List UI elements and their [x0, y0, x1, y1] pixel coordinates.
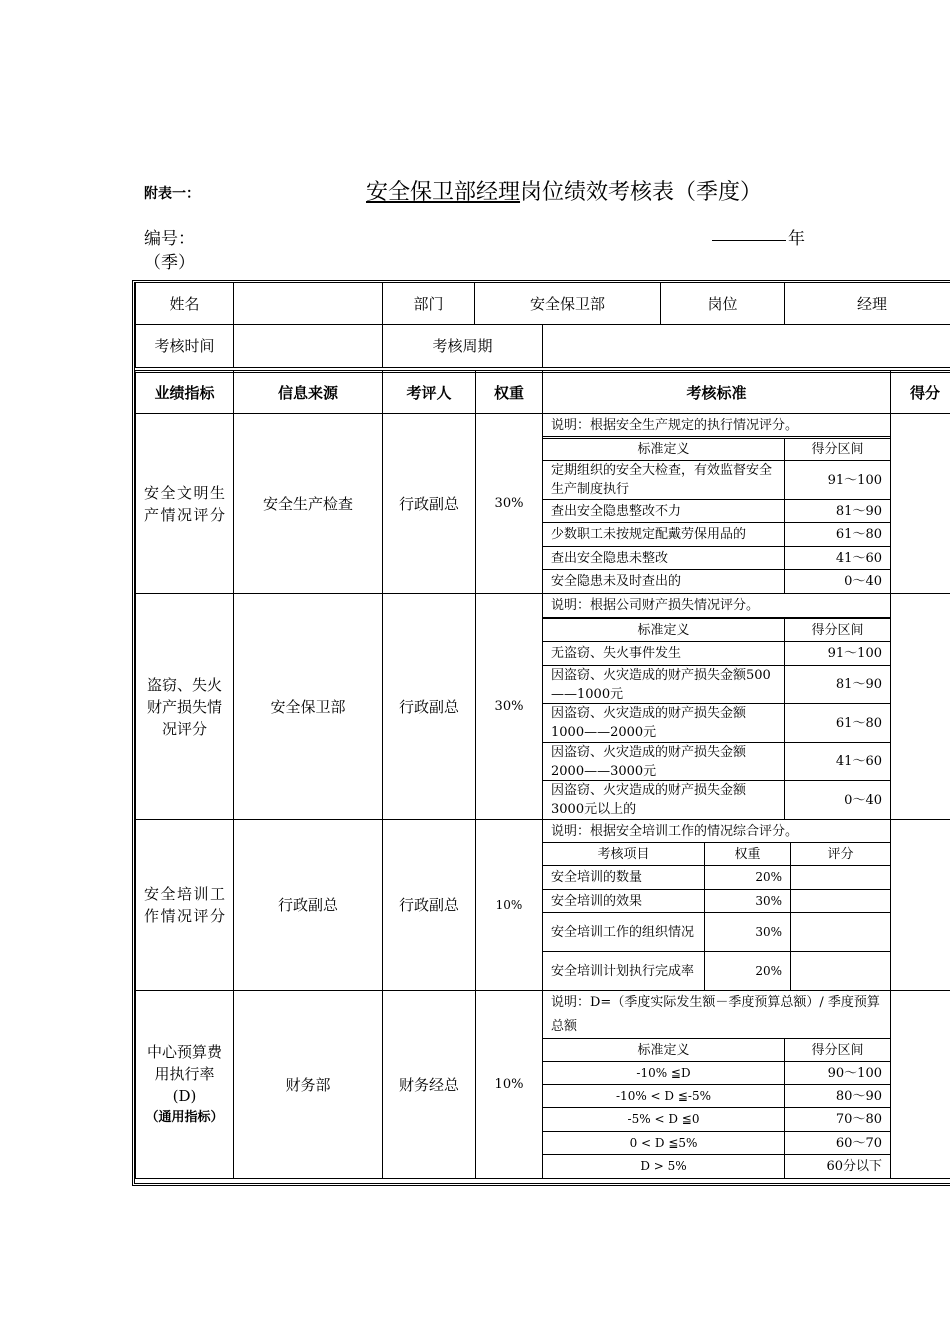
row1-item-range: 41～60	[784, 546, 891, 570]
row4-sub-header-range: 得分区间	[784, 1038, 891, 1062]
row3-item-score[interactable]	[790, 889, 891, 913]
row2-weight: 30%	[475, 593, 543, 820]
row4-item-range: 60～70	[784, 1131, 891, 1155]
row3-sub-header-weight: 权重	[704, 842, 791, 866]
row4-source: 财务部	[233, 990, 383, 1179]
row2-source: 安全保卫部	[233, 593, 383, 820]
page-title	[366, 175, 762, 206]
row2-score[interactable]	[890, 593, 950, 820]
row4-item-range: 70～80	[784, 1107, 891, 1132]
period-value[interactable]	[542, 324, 950, 368]
row3-indicator: 安全培训工作情况评分	[135, 819, 234, 991]
row2-indicator: 盗窃、失火财产损失情况评分	[135, 593, 234, 820]
attachment-label: 附表一：	[144, 186, 200, 202]
row4-weight: 10%	[475, 990, 543, 1179]
row3-evaluator: 行政副总	[382, 819, 476, 991]
row2-sub-header-def: 标准定义	[542, 618, 785, 642]
row2-item-range: 41～60	[784, 742, 891, 781]
row3-score[interactable]	[890, 819, 950, 991]
row1-evaluator: 行政副总	[382, 413, 476, 594]
row1-item-def: 查出安全隐患未整改	[542, 546, 785, 570]
row3-item-weight: 20%	[704, 865, 791, 890]
col-standard: 考核标准	[542, 370, 891, 414]
row4-item-range: 90～100	[784, 1061, 891, 1085]
year-blank-line	[712, 240, 786, 241]
row4-item-def: 0 < D ≦5%	[542, 1131, 785, 1155]
row2-item-range: 61～80	[784, 703, 891, 743]
row2-item-range: 81～90	[784, 665, 891, 704]
row1-sub-header-def: 标准定义	[542, 438, 785, 461]
row3-item-name: 安全培训工作的组织情况	[542, 912, 705, 952]
row1-item-range: 81～90	[784, 499, 891, 523]
row4-sub-header-def: 标准定义	[542, 1038, 785, 1062]
row3-item-weight: 30%	[704, 912, 791, 952]
row3-item-score[interactable]	[790, 912, 891, 952]
row2-item-range: 0～40	[784, 780, 891, 820]
col-evaluator: 考评人	[382, 370, 476, 414]
row2-item-def: 因盗窃、火灾造成的财产损失金额500——1000元	[542, 665, 785, 704]
row3-item-weight: 20%	[704, 951, 791, 991]
row1-item-range: 61～80	[784, 522, 891, 547]
post-label: 岗位	[660, 282, 785, 325]
row1-source: 安全生产检查	[233, 413, 383, 594]
row1-item-range: 0～40	[784, 569, 891, 594]
time-value[interactable]	[233, 324, 383, 368]
row3-item-score[interactable]	[790, 865, 891, 890]
title-rest: 岗位绩效考核表（季度）	[520, 180, 763, 205]
row1-sub-header-range: 得分区间	[784, 438, 891, 461]
dept-label: 部门	[382, 282, 475, 325]
row3-item-name: 安全培训的效果	[542, 889, 705, 913]
row1-item-def: 安全隐患未及时查出的	[542, 569, 785, 594]
row4-score[interactable]	[890, 990, 950, 1179]
col-weight: 权重	[475, 370, 543, 414]
row1-item-def: 少数职工未按规定配戴劳保用品的	[542, 522, 785, 547]
row3-item-weight: 30%	[704, 889, 791, 913]
row1-item-def: 查出安全隐患整改不力	[542, 499, 785, 523]
row3-item-name: 安全培训的数量	[542, 865, 705, 890]
row1-score[interactable]	[890, 413, 950, 594]
row4-item-def: -10% < D ≦-5%	[542, 1084, 785, 1108]
name-value[interactable]	[233, 282, 383, 325]
row1-indicator: 安全文明生产情况评分	[135, 413, 234, 594]
post-value: 经理	[784, 282, 950, 325]
period-label: 考核周期	[382, 324, 543, 368]
row4-item-range: 60分以下	[784, 1154, 891, 1179]
title-position: 安全保卫部经理	[366, 180, 521, 205]
col-source: 信息来源	[233, 370, 383, 414]
row4-evaluator: 财务经总	[382, 990, 476, 1179]
row1-item-range: 91～100	[784, 460, 891, 500]
row2-sub-header-range: 得分区间	[784, 618, 891, 642]
row2-evaluator: 行政副总	[382, 593, 476, 820]
row4-indicator-note: （通用指标）	[145, 1109, 224, 1125]
row2-note: 说明：根据公司财产损失情况评分。	[542, 593, 891, 618]
row4-item-def: D > 5%	[542, 1154, 785, 1179]
dept-value: 安全保卫部	[474, 282, 661, 325]
row1-note: 说明：根据安全生产规定的执行情况评分。	[542, 413, 891, 437]
col-indicator: 业绩指标	[135, 370, 234, 414]
row3-item-name: 安全培训计划执行完成率	[542, 951, 705, 991]
col-score: 得分	[890, 370, 950, 414]
season-label: （季）	[144, 253, 195, 273]
row3-weight: 10%	[475, 819, 543, 991]
row4-indicator	[135, 990, 234, 1179]
row2-item-range: 91～100	[784, 641, 891, 666]
row4-item-def: -5% < D ≦0	[542, 1107, 785, 1132]
row2-item-def: 无盗窃、失火事件发生	[542, 641, 785, 666]
row3-note: 说明：根据安全培训工作的情况综合评分。	[542, 819, 891, 843]
year-label: 年	[788, 229, 805, 249]
row1-weight: 30%	[475, 413, 543, 594]
row4-item-range: 80～90	[784, 1084, 891, 1108]
row2-item-def: 因盗窃、火灾造成的财产损失金额3000元以上的	[542, 780, 785, 820]
row4-indicator-text: 中心预算费用执行率(D)	[146, 1042, 222, 1105]
row3-source: 行政副总	[233, 819, 383, 991]
row3-item-score[interactable]	[790, 951, 891, 991]
row4-note: 说明：D=（季度实际发生额－季度预算总额）/ 季度预算总额	[542, 990, 891, 1039]
row3-sub-header-score: 评分	[790, 842, 891, 866]
serial-label: 编号：	[144, 229, 195, 249]
row1-item-def: 定期组织的安全大检查，有效监督安全生产制度执行	[542, 460, 785, 500]
row4-item-def: -10% ≦D	[542, 1061, 785, 1085]
time-label: 考核时间	[135, 324, 234, 368]
row2-item-def: 因盗窃、火灾造成的财产损失金额2000——3000元	[542, 742, 785, 781]
name-label: 姓名	[135, 282, 234, 325]
row3-sub-header-item: 考核项目	[542, 842, 705, 866]
row2-item-def: 因盗窃、火灾造成的财产损失金额1000——2000元	[542, 703, 785, 743]
